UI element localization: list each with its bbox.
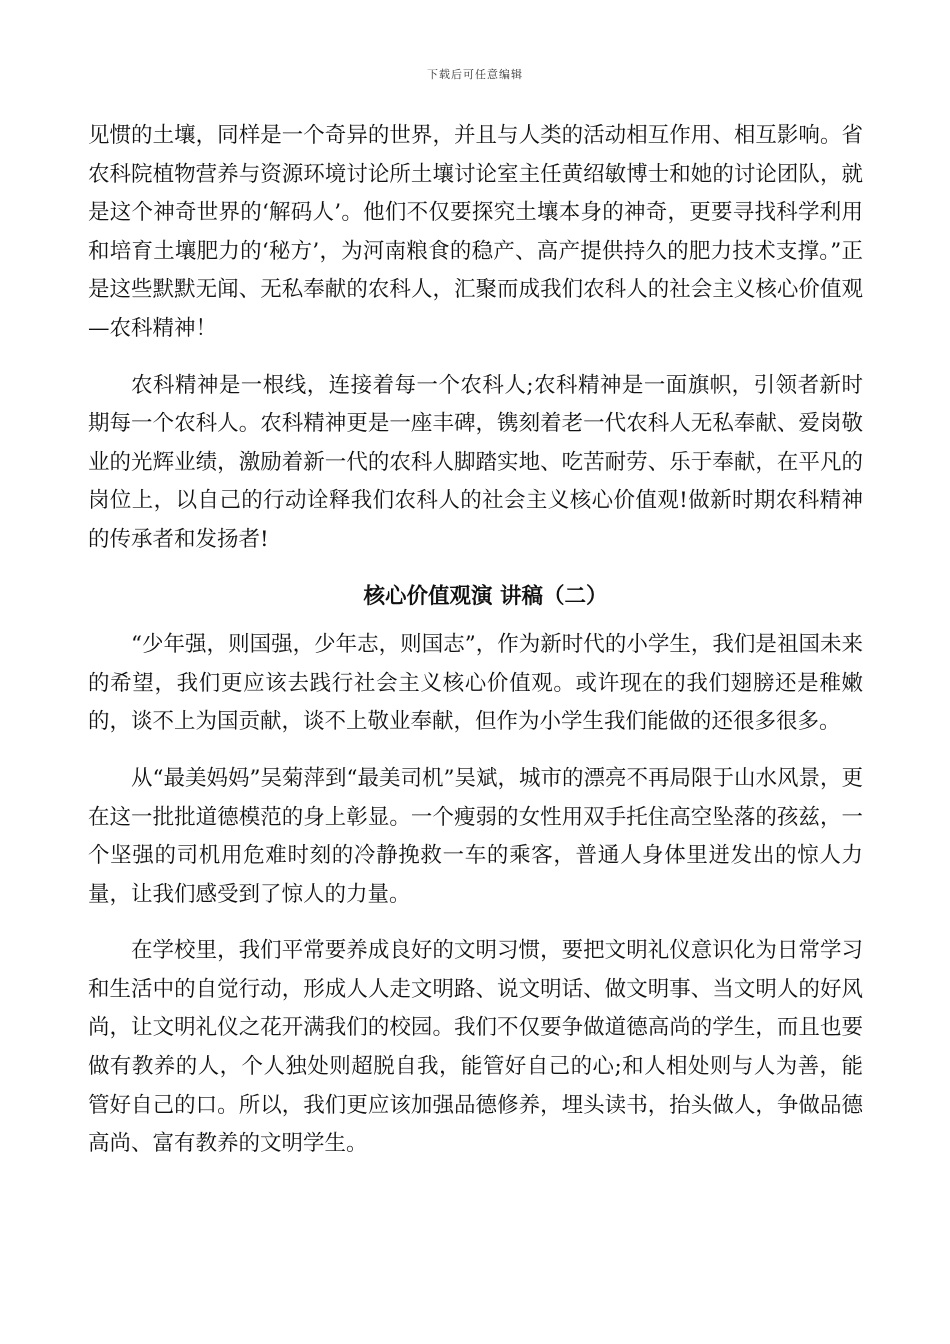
page-header-note: 下载后可任意编辑 xyxy=(427,68,523,81)
paragraph-gap xyxy=(88,349,863,367)
paragraph-youth: “少年强，则国强，少年志，则国志”，作为新时代的小学生，我们是祖国未来的希望，我们更应该去践行社会主义核心价值观。或许现在的我们翅膀还是稚嫩的，谈不上为国贡献，谈不上敬业奉献，但作为小学生我们能做的还很多很多。 xyxy=(88,632,863,735)
document-body xyxy=(88,117,863,1164)
section-title: 核心价值观演 讲稿（二） xyxy=(363,583,608,609)
paragraph-gap xyxy=(88,616,863,626)
paragraph-gap xyxy=(88,560,863,578)
paragraph-school-etiquette: 在学校里，我们平常要养成良好的文明习惯，要把文明礼仪意识化为日常学习和生活中的自觉行动，形成人人走文明路、说文明话、做文明事、当文明人的好风尚，让文明礼仪之花开满我们的校园。我们不仅要争做道德高尚的学生，而且也要做有教养的人，个人独处则超脱自我，能管好自己的心;和人相处则与人为善，能管好自己的口。所以，我们更应该加强品德修养，埋头读书，抬头做人，争做品德高尚、富有教养的文明学生。 xyxy=(88,938,863,1157)
paragraph-agri-spirit: 农科精神是一根线，连接着每一个农科人;农科精神是一面旗帜，引领者新时期每一个农科人。农科精神更是一座丰碑，镌刻着老一代农科人无私奉献、爱岗敬业的光辉业绩，激励着新一代的农科人脚踏实地、吃苦耐劳、乐于奉献，在平凡的岗位上，以自己的行动诠释我们农科人的社会主义核心价值观!做新时期农科精神的传承者和发扬者! xyxy=(88,372,863,552)
paragraph-gap xyxy=(88,742,863,760)
paragraph-role-models: 从“最美妈妈”吴菊萍到“最美司机”吴斌，城市的漂亮不再局限于山水风景，更在这一批批道德模范的身上彰显。一个瘦弱的女性用双手托住高空坠落的孩兹，一个坚强的司机用危难时刻的冷静挽救一车的乘客，普通人身体里迸发出的惊人力量，让我们感受到了惊人的力量。 xyxy=(88,765,863,907)
paragraph-continuation: 见惯的土壤，同样是一个奇异的世界，并且与人类的活动相互作用、相互影响。省农科院植物营养与资源环境讨论所土壤讨论室主任黄绍敏博士和她的讨论团队，就是这个神奇世界的‘解码人’。他们不仅要探究土壤本身的神奇，更要寻找科学利用和培育土壤肥力的‘秘方’，为河南粮食的稳产、高产提供持久的肥力技术支撑。”正是这些默默无闻、无私奉献的农科人，汇聚而成我们农科人的社会主义核心价值观—农科精神！ xyxy=(88,123,863,341)
paragraph-gap xyxy=(88,914,863,932)
